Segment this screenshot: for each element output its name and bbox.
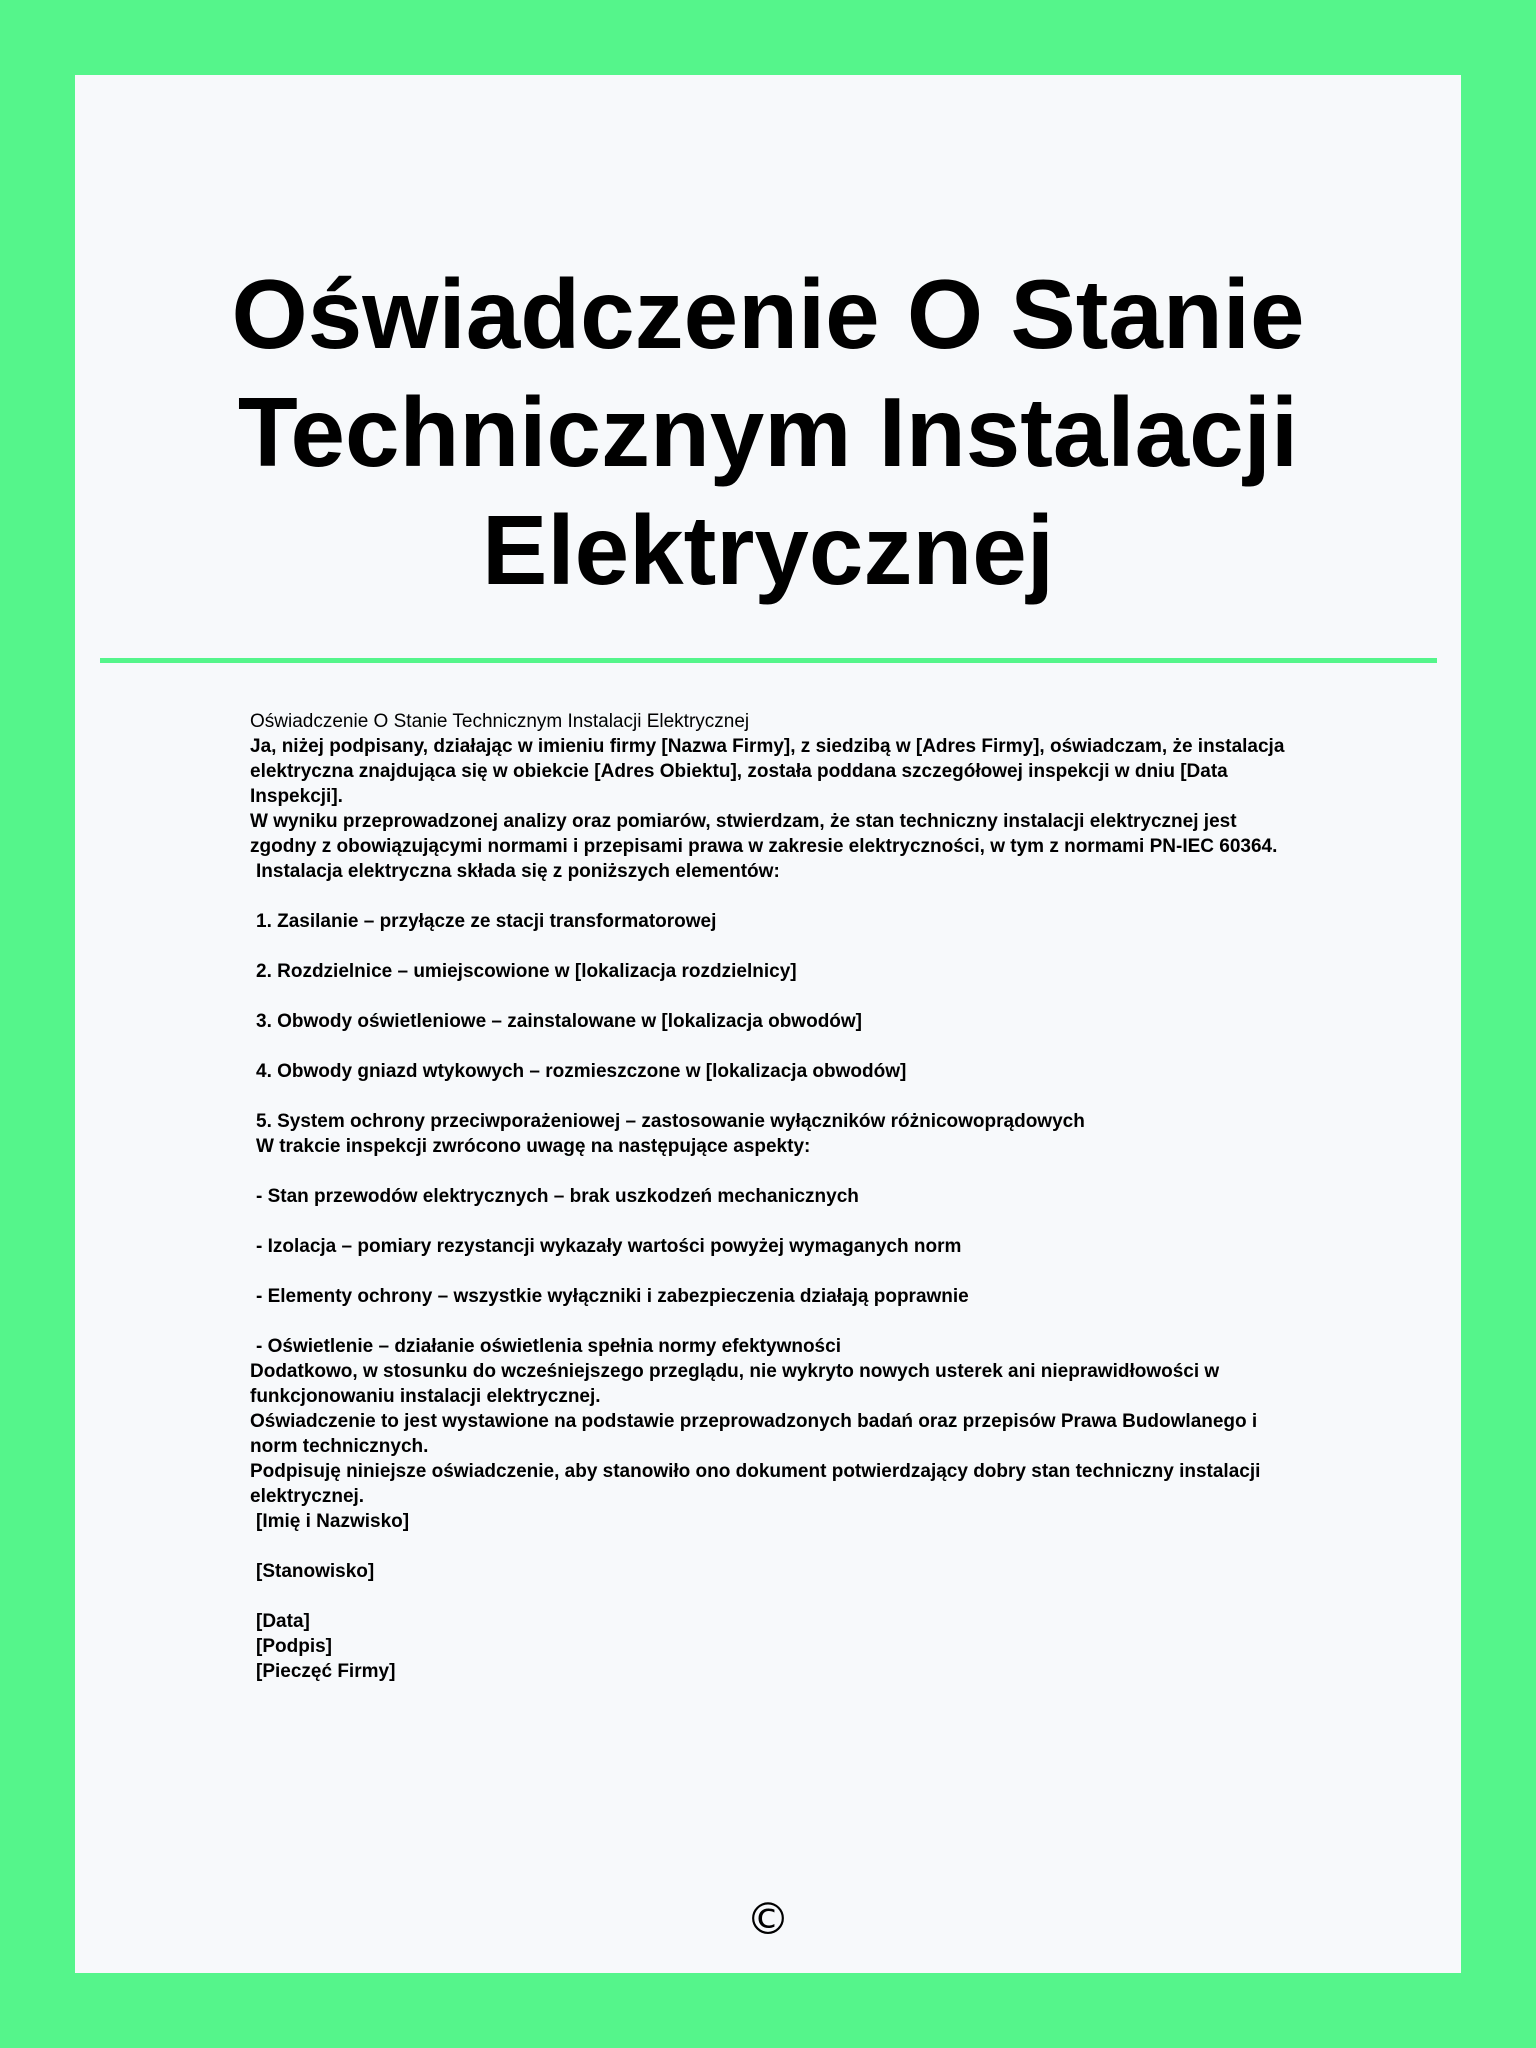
element-item-4: 4. Obwody gniazd wtykowych – rozmieszczone w [lokalizacja obwodów] (256, 1061, 907, 1082)
intro-paragraph: Ja, niżej podpisany, działając w imieniu firmy [Nazwa Firmy], z siedzibą w [Adres Firmy], oświadczam, że instalacja elektryczna znajdująca się w obiekcie [Adres Obiektu], została poddana szczegółowej inspekcji w dniu [Data Inspekcji]. (250, 736, 1285, 807)
element-item-1: 1. Zasilanie – przyłącze ze stacji transformatorowej (256, 911, 717, 932)
document-title-line-1: Oświadczenie O Stanie (231, 259, 1305, 369)
signature-sign: [Podpis] (256, 1636, 332, 1657)
document-title (75, 255, 1461, 609)
signature-name: [Imię i Nazwisko] (256, 1511, 410, 1532)
document-page (75, 75, 1461, 1973)
signing-paragraph: Podpisuję niniejsze oświadczenie, aby stanowiło ono dokument potwierdzający dobry stan techniczny instalacji elektrycznej. (250, 1461, 1261, 1507)
elements-intro: Instalacja elektryczna składa się z poniższych elementów: (256, 861, 780, 882)
additional-paragraph: Dodatkowo, w stosunku do wcześniejszego przeglądu, nie wykryto nowych usterek ani nieprawidłowości w funkcjonowaniu instalacji elektrycznej. (250, 1361, 1220, 1407)
copyright-icon: © (746, 1894, 790, 1945)
element-item-5: 5. System ochrony przeciwporażeniowej – zastosowanie wyłączników różnicowoprądowych (256, 1111, 1085, 1132)
aspect-item-2: - Izolacja – pomiary rezystancji wykazały wartości powyżej wymaganych norm (256, 1236, 962, 1257)
signature-stamp: [Pieczęć Firmy] (256, 1661, 396, 1682)
aspects-intro: W trakcie inspekcji zwrócono uwagę na następujące aspekty: (256, 1136, 811, 1157)
basis-paragraph: Oświadczenie to jest wystawione na podstawie przeprowadzonych badań oraz przepisów Prawa Budowlanego i norm technicznych. (250, 1411, 1258, 1457)
signature-date: [Data] (256, 1611, 310, 1632)
element-item-2: 2. Rozdzielnice – umiejscowione w [lokalizacja rozdzielnicy] (256, 961, 797, 982)
aspect-item-1: - Stan przewodów elektrycznych – brak uszkodzeń mechanicznych (256, 1186, 859, 1207)
signature-position: [Stanowisko] (256, 1561, 375, 1582)
document-body (250, 709, 1290, 1684)
aspect-item-3: - Elementy ochrony – wszystkie wyłączniki i zabezpieczenia działają poprawnie (256, 1286, 969, 1307)
body-heading: Oświadczenie O Stanie Technicznym Instalacji Elektrycznej (250, 711, 750, 732)
document-title-line-2: Technicznym Instalacji (237, 377, 1299, 487)
analysis-paragraph: W wyniku przeprowadzonej analizy oraz pomiarów, stwierdzam, że stan techniczny instalacji elektrycznej jest zgodny z obowiązującymi normami i przepisami prawa w zakresie elektryczności, w tym z normami PN-IEC 60364. (250, 811, 1278, 857)
title-divider (100, 658, 1437, 663)
document-title-line-3: Elektrycznej (482, 495, 1054, 605)
aspect-item-4: - Oświetlenie – działanie oświetlenia spełnia normy efektywności (256, 1336, 841, 1357)
element-item-3: 3. Obwody oświetleniowe – zainstalowane w [lokalizacja obwodów] (256, 1011, 863, 1032)
